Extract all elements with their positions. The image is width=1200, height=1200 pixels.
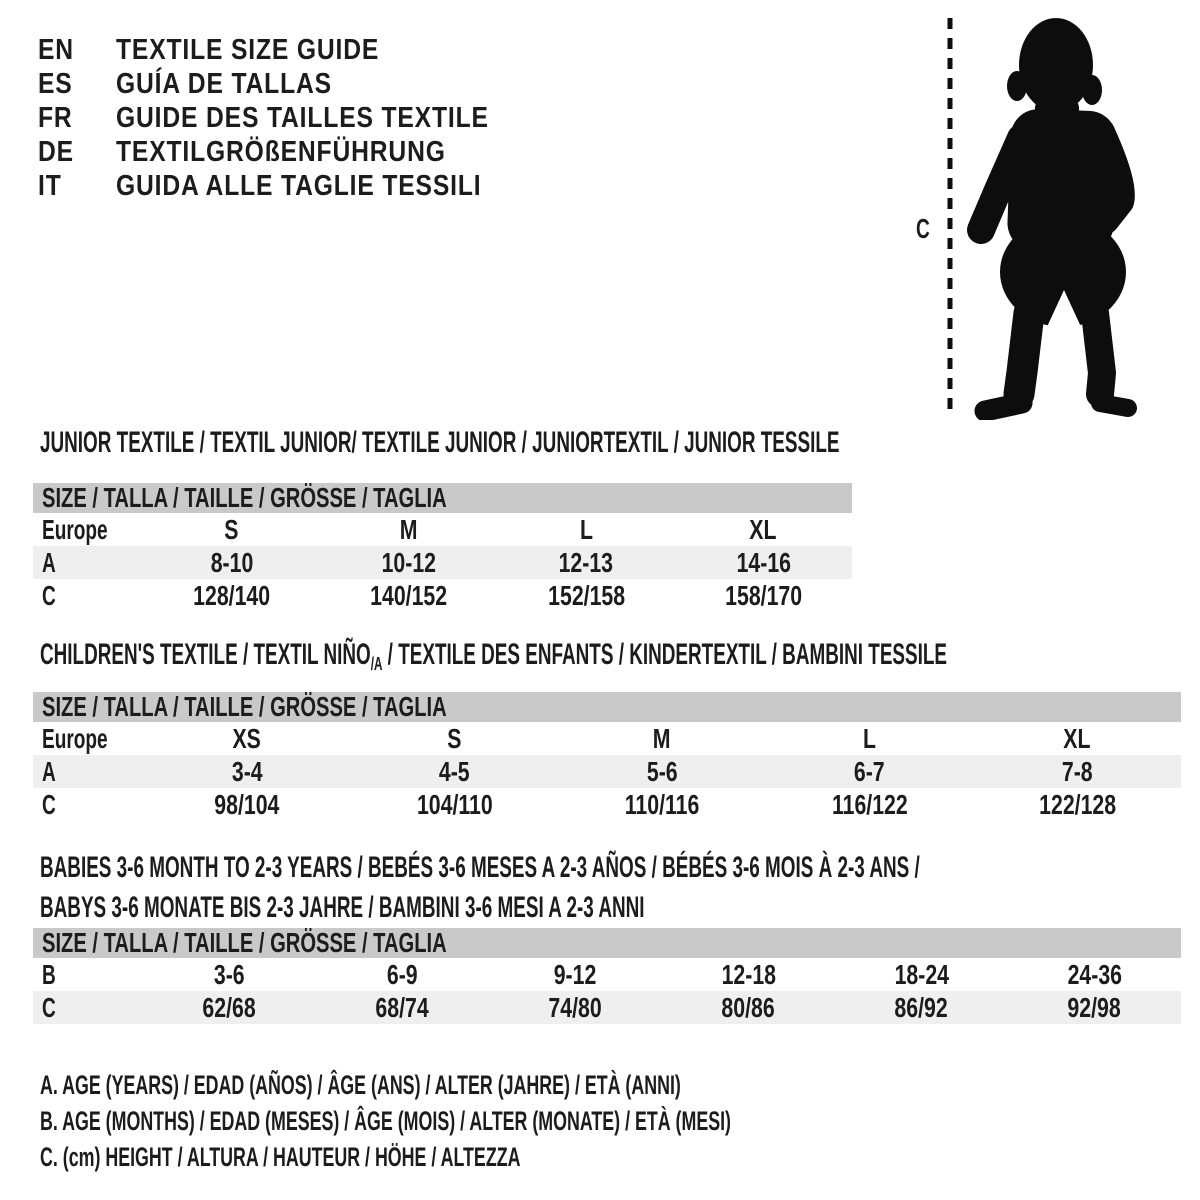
table-row-height: [33, 579, 852, 612]
table-row-age: [33, 755, 1181, 788]
row-label: C: [42, 991, 56, 1023]
age-cell: 14-16: [736, 546, 791, 578]
age-cell: 6-7: [854, 755, 885, 787]
language-code: EN: [38, 33, 74, 66]
row-label: C: [42, 579, 56, 611]
age-cell: 4-5: [439, 755, 470, 787]
height-cell: 86/92: [894, 991, 949, 1023]
language-label: GUIDE DES TAILLES TEXTILE: [116, 101, 489, 134]
row-label: B: [42, 958, 56, 990]
row-label: Europe: [42, 722, 108, 754]
height-cell: 128/140: [193, 579, 271, 611]
language-code: FR: [38, 101, 73, 134]
height-cell: 122/128: [1038, 788, 1116, 820]
height-cell: 62/68: [202, 991, 257, 1023]
age-cell: 12-18: [721, 958, 776, 990]
legend-line-a: A. AGE (YEARS) / EDAD (AÑOS) / ÂGE (ANS) / ALTER (JAHRE) / ETÀ (ANNI): [40, 1069, 681, 1100]
height-cell: 92/98: [1067, 991, 1122, 1023]
language-code: IT: [38, 169, 62, 202]
legend-line-c: C. (cm) HEIGHT / ALTURA / HAUTEUR / HÖHE / ALTEZZA: [40, 1141, 521, 1172]
height-cell: 98/104: [214, 788, 280, 820]
age-cell: 7-8: [1061, 755, 1093, 787]
table-row-height: [33, 991, 1181, 1024]
age-cell: 8-10: [210, 546, 253, 578]
size-cell: L: [579, 513, 593, 545]
row-label: Europe: [42, 513, 108, 545]
table-header-bar: SIZE / TALLA / TAILLE / GRÖSSE / TAGLIA: [33, 928, 1181, 958]
size-cell: L: [863, 722, 877, 754]
legend-line-b: B. AGE (MONTHS) / EDAD (MESES) / ÂGE (MOIS) / ALTER (MONATE) / ETÀ (MESI): [40, 1105, 731, 1136]
age-cell: 10-12: [381, 546, 437, 578]
page-title: TEXTILE SIZE GUIDE: [116, 33, 380, 66]
language-row-en: [38, 33, 555, 67]
size-cell: XL: [1063, 722, 1091, 754]
age-cell: 24-36: [1067, 958, 1122, 990]
height-cell: 140/152: [370, 579, 448, 611]
babies-section-heading: BABIES 3-6 MONTH TO 2-3 YEARS / BEBÉS 3-6 MESES A 2-3 AÑOS / BÉBÉS 3-6 MOIS À 2-3 ANS / BABYS 3-6 MONATE BIS 2-3 JAHRE / BAMBINI 3-6 MESI A 2-3 ANNI: [40, 851, 920, 924]
height-cell: 104/110: [416, 788, 493, 820]
height-cell: 110/116: [624, 788, 700, 820]
row-label: A: [42, 546, 56, 578]
babies-size-table: [33, 928, 1181, 1024]
table-row-europe: [33, 513, 852, 546]
height-cell: 116/122: [831, 788, 908, 820]
height-cell: 74/80: [548, 991, 603, 1023]
size-cell: XS: [232, 722, 261, 754]
legend: [40, 1067, 1087, 1175]
age-cell: 12-13: [558, 546, 614, 578]
height-cell: 68/74: [375, 991, 430, 1023]
table-header-bar: SIZE / TALLA / TAILLE / GRÖSSE / TAGLIA: [33, 483, 852, 513]
age-cell: 18-24: [894, 958, 949, 990]
size-cell: S: [447, 722, 462, 754]
language-list: [38, 33, 555, 203]
age-cell: 6-9: [387, 958, 418, 990]
language-row-es: [38, 67, 555, 101]
language-code: ES: [38, 67, 73, 100]
height-measure-label: C: [916, 213, 930, 244]
row-label: A: [42, 755, 56, 787]
size-cell: M: [400, 513, 418, 545]
height-cell: 158/170: [724, 579, 802, 611]
baby-silhouette: [981, 18, 1128, 411]
size-cell: M: [653, 722, 671, 754]
size-cell: S: [224, 513, 239, 545]
language-label: GUIDA ALLE TAGLIE TESSILI: [116, 169, 482, 202]
baby-silhouette-figure: [905, 10, 1190, 420]
height-cell: 80/86: [721, 991, 776, 1023]
table-row-age: [33, 546, 852, 579]
row-label: C: [42, 788, 56, 820]
junior-section-heading: JUNIOR TEXTILE / TEXTIL JUNIOR/ TEXTILE JUNIOR / JUNIORTEXTIL / JUNIOR TESSILE: [40, 426, 840, 459]
language-row-it: [38, 169, 555, 203]
children-size-table: [33, 692, 1181, 821]
table-row-age-months: [33, 958, 1181, 991]
language-row-fr: [38, 101, 555, 135]
language-label: TEXTILGRÖßENFÜHRUNG: [116, 135, 446, 168]
language-row-de: [38, 135, 555, 169]
age-cell: 3-6: [214, 958, 245, 990]
age-cell: 9-12: [554, 958, 597, 990]
language-code: DE: [38, 135, 74, 168]
size-cell: XL: [749, 513, 777, 545]
children-section-heading: CHILDREN'S TEXTILE / TEXTIL $NIÑO_{/A}$ / TEXTILE DES ENFANTS / KINDERTEXTIL / BAMBINI TESSILE: [40, 638, 948, 674]
height-cell: 152/158: [547, 579, 625, 611]
age-cell: 5-6: [646, 755, 678, 787]
language-label: GUÍA DE TALLAS: [116, 67, 332, 100]
age-cell: 3-4: [231, 755, 263, 787]
table-row-height: [33, 788, 1181, 821]
table-header-bar: SIZE / TALLA / TAILLE / GRÖSSE / TAGLIA: [33, 692, 1181, 722]
heading-subscript: /A: [370, 653, 383, 674]
junior-size-table: [33, 483, 852, 612]
table-row-europe: [33, 722, 1181, 755]
